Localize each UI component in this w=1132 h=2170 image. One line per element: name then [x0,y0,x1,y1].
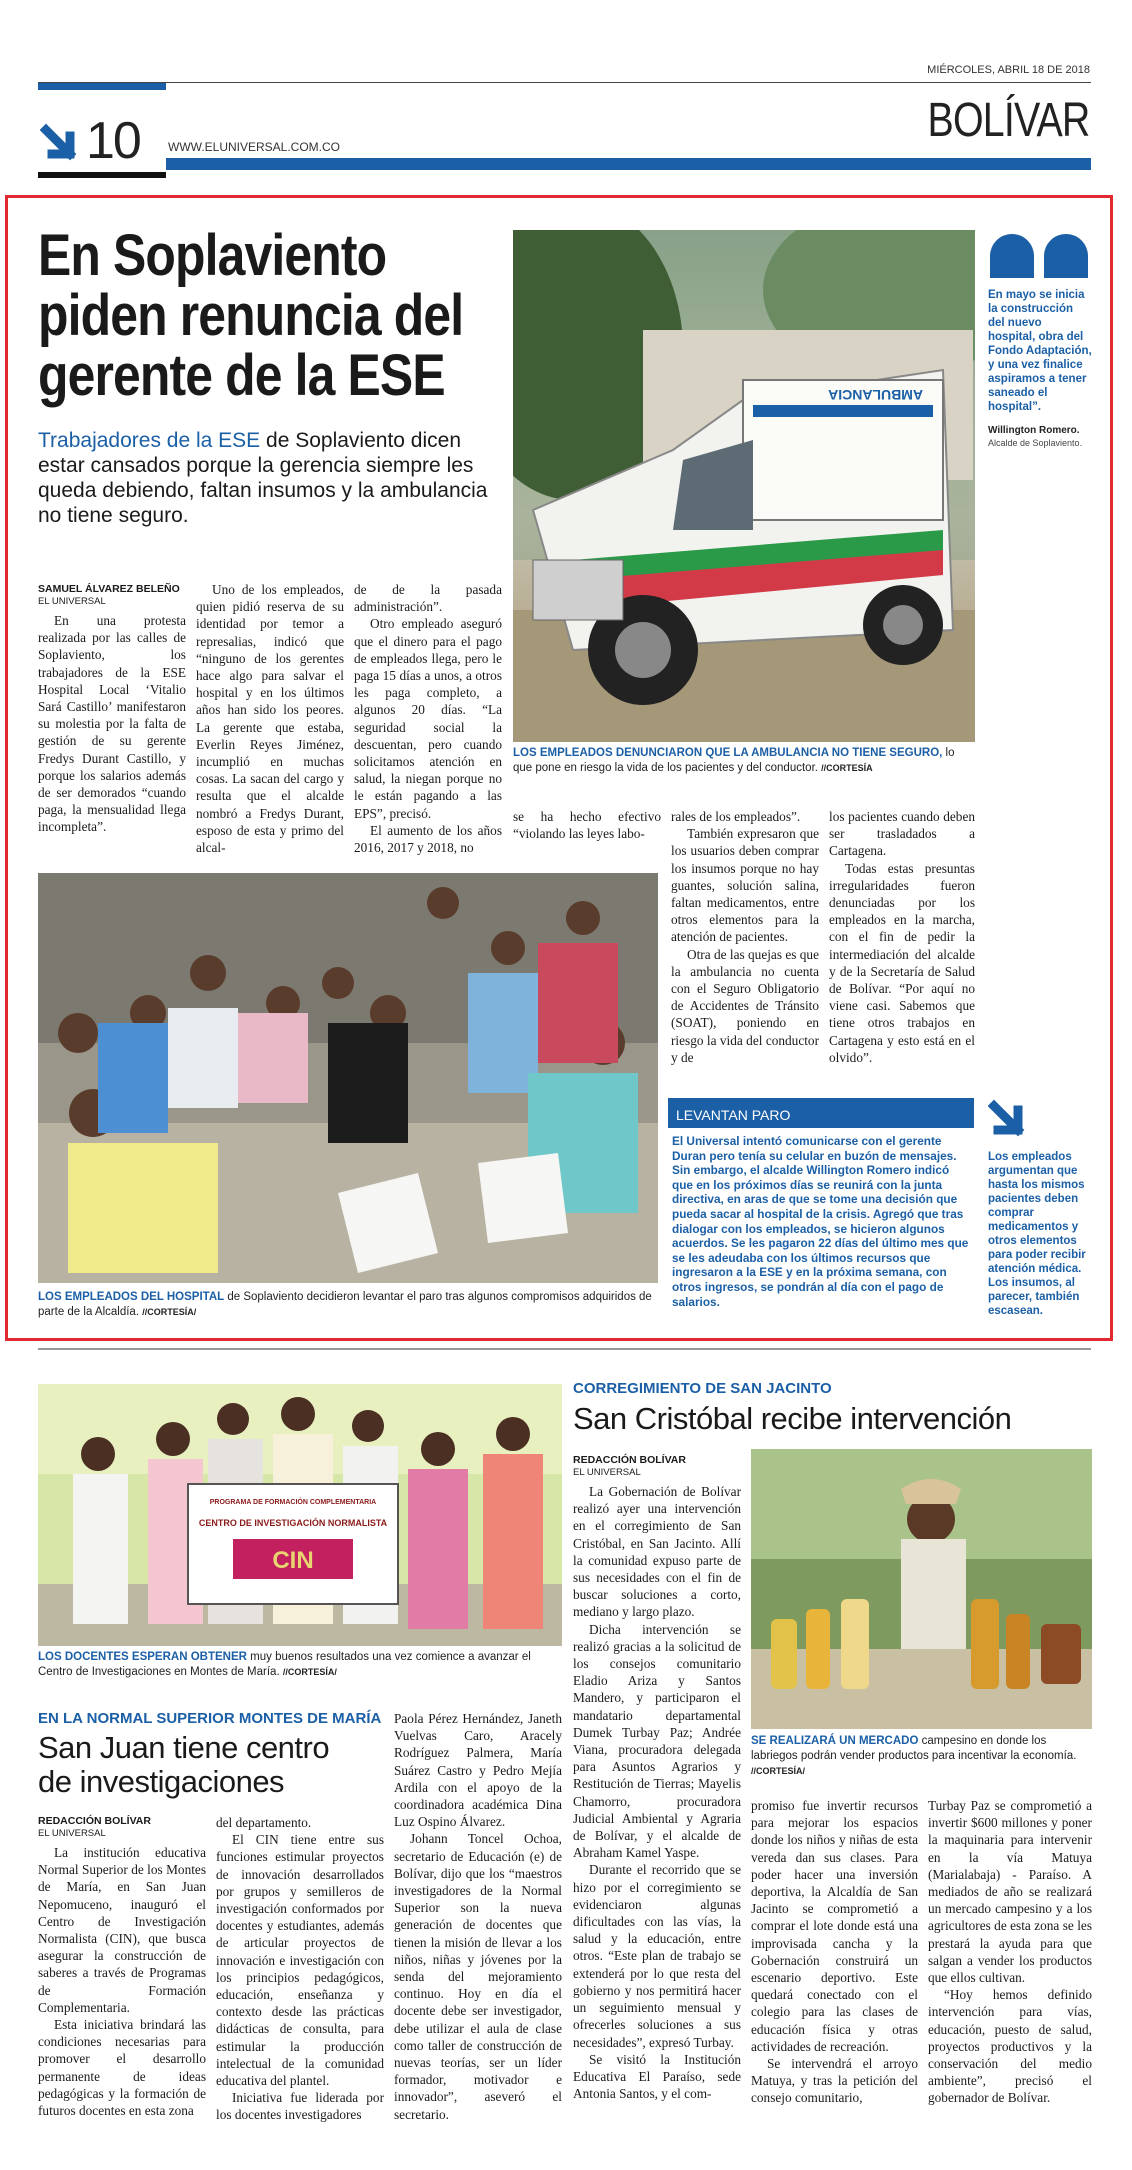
sanjuan-column-3 [394,1710,562,2123]
sancristobal-paragraph: “Hoy hemos definido intervención para vías, educación, puesto de salud, proyectos productivos y la conservación del medio ambiente”, precisó el gobernador de Bolívar. [928,1987,1092,2106]
ambulance-photo-credit: //CORTESÍA [821,763,873,773]
main-paragraph: Uno de los empleados, quien pidió reserva de su identidad por temor a represalias, indicó que “ninguno de los gerentes hace algo para salvar el hospital y en los últimos años han sido los peores. La gerente que estaba, Everlin Reyes Jiménez, incumplió en muchas cosas. La sacan del cargo y resulta que el alcalde nombró a Fredys Durant, esposo de esta y primo del alcal- [196,582,344,856]
side-note: Los empleados argumentan que hasta los mismos pacientes deben comprar medicamentos y otros elementos para poder recibir atención médica. Los insumos, al parecer, también escasean. [988,1151,1086,1317]
section-divider [38,1348,1091,1350]
market-photo-credit: //CORTESÍA/ [751,1766,806,1776]
sanjuan-column-2 [216,1814,384,2124]
sancristobal-column-1 [573,1483,741,2102]
sancristobal-paragraph: Se visitó la Institución Educativa El Paraíso, sede Antonia Santos, y el com- [573,2051,741,2102]
main-subhead [38,428,498,528]
masthead [0,0,1132,180]
arrow-down-right-icon [988,1098,1032,1142]
teachers-photo-caption [38,1650,562,1680]
sancristobal-paragraph: Dicha intervención se realizó gracias a la solicitud de los consejos comunitario Eladio Ariza y Santos Mandero, y participaron el mandatario departamental Dumek Turbay Paz; Andrée Viana, procuradora delegada para Asuntos Agrarios y Restitución de Tierras; Mayelis Chamorro, procuradora Judicial Ambiental y Agraria de Bolívar, y el alcalde de Abraham Kamel Yaspe. [573,1621,741,1861]
group-photo-caption [38,1290,658,1320]
header-blue-bar [166,158,1091,170]
levantan-paro-text: El Universal intentó comunicarse con el gerente Duran pero tenía su celular en buzón de mensajes. Sin embargo, el alcalde Willington Romero indicó que en los próximos días se reunirá con la junta directiva, en aras de que se tome una decisión que pueda sacar al hospital de la crisis. Agregó que tras dialogar con los empleados, se hicieron algunos acuerdos. Se les pagaron 22 días del último mes que se les adeudaba con los últimos recursos que ingresaron a la ESE y en la próxima semana, con otros ingresos, se pondrán al día con el pago de salarios. [672,1134,969,1309]
sancristobal-paragraph: Durante el recorrido que se hizo por el corregimiento se evidenciaron algunas dificultades con las vías, la salud y la educación, entre otros. “Este plan de trabajo se extenderá por lo que resta del gobierno y nos permitirá hacer un seguimiento mensual y ofrecerles soluciones a sus necesidades”, expresó Turbay. [573,1862,741,2050]
main-column-4 [513,808,661,842]
sancristobal-paragraph: Turbay Paz se comprometió a invertir $600 millones y poner la maquinaria para intervenir en la vía Matuya (Marialabaja) - Paraíso. A mediados de año se realizará un mercado campesino y a los agricultores de esta zona se les prestará la ayuda para que salgan a vender los productos que ellos cultivan. [928,1798,1092,1986]
main-paragraph: Otra de las quejas es que la ambulancia no cuenta con el Seguro Obligatorio de Accidentes de Tránsito (SOAT), poniendo en riesgo la vida del conductor y de [671,946,819,1065]
ambulance-photo-caption [513,746,975,776]
website-link[interactable]: WWW.ELUNIVERSAL.COM.CO [168,140,341,154]
subhead-text: de Soplaviento dicen estar cansados porque la gerencia siempre les queda debiendo, faltan insumos y la ambulancia no tiene seguro. [38,429,488,527]
main-paragraph: se ha hecho efectivo “violando las leyes labo- [513,809,661,842]
sanjuan-byline-org: EL UNIVERSAL [38,1828,106,1839]
sanjuan-paragraph: El CIN tiene entre sus funciones estimular proyectos de innovación desarrollados por grupos y semilleros de investigación conformados por docentes y estudiantes, además de articular proyectos de innovación e investigación con los principios pedagógicos, educación, enseñanza y contexto desde las prácticas didácticas de consulta, para estimular la producción intelectual de la comunidad educativa del plantel. [216,1832,384,2089]
market-caption-lead: SE REALIZARÁ UN MERCADO [751,1735,919,1747]
sanjuan-column-1 [38,1844,206,2119]
sanjuan-paragraph: Paola Pérez Hernández, Janeth Vuelvas Caro, Aracely Rodríguez Palmera, María Suárez Castro y Pedro Mejía Ardila con el apoyo de la coordinadora académica Dina Luz Ospino Álvarez. [394,1711,562,1830]
pull-quote: En mayo se inicia la construcción del nuevo hospital, obra del Fondo Adaptación, y una vez finalice aspiramos a tener saneado el hospital”. [988,289,1092,413]
ambulance-photo [513,230,975,742]
sanjuan-paragraph: del departamento. [216,1815,312,1830]
quote-marks-icon [988,232,1092,280]
banner-cin: CIN [272,1547,314,1574]
ambulance-label: AMBULANCIA [828,387,923,403]
issue-date: MIÉRCOLES, ABRIL 18 DE 2018 [927,64,1090,76]
arrow-down-right-icon [40,122,84,166]
market-photo-caption [751,1734,1092,1779]
sancristobal-paragraph: promiso fue invertir recursos para mejorar los espacios donde los niños y niñas de esta vereda dan sus clases. Para poder hacer una inversión deportiva, la Alcaldía de San Jacinto se comprometió a comprar el lote donde está una improvisada cancha y la Gobernación construirá un escenario deportivo. Este quedará conectado con el colegio para las clases de educación física y otras actividades de recreación. [751,1798,918,2054]
ambulance-caption-lead: LOS EMPLEADOS DENUNCIARON QUE LA AMBULANCIA NO TIENE SEGURO, [513,747,943,759]
sancristobal-byline-org: EL UNIVERSAL [573,1467,641,1478]
quote-author-role: Alcalde de Soplaviento. [988,438,1083,448]
subhead-highlight: Trabajadores de la ESE [38,429,261,452]
main-column-6 [829,808,975,1066]
sanjuan-byline-block [38,1815,206,1846]
sancristobal-kicker: CORREGIMIENTO DE SAN JACINTO [573,1380,832,1397]
group-caption-lead: LOS EMPLEADOS DEL HOSPITAL [38,1291,225,1303]
teachers-caption-text: muy buenos resultados una vez comience a avanzar el Centro de Investigaciones en Montes de María. [38,1651,531,1678]
top-accent-bar [38,82,166,90]
main-column-3 [354,581,502,856]
sanjuan-byline: REDACCIÓN BOLÍVAR [38,1815,151,1827]
sanjuan-paragraph: Johann Toncel Ochoa, secretario de Educación (e) de Bolívar, dijo que los “maestros investigadores de la Normal Superior son la nueva generación de docentes que tienen la misión de llevar a los niños, niñas y jóvenes por la senda del mejoramiento continuo. Hoy en día el docente debe ser investigador, debe utilizar el aula de clase como taller de construcción de nuevas teorías, ser un líder formador, motivador e innovador”, aseveró el secretario. [394,1831,562,2122]
main-paragraph: El aumento de los años 2016, 2017 y 2018, no [354,822,502,856]
main-paragraph: rales de los empleados”. [671,809,801,824]
sancristobal-headline: San Cristóbal recibe intervención [573,1401,1012,1436]
main-paragraph: Otro empleado aseguró que el dinero para el pago de empleados llega, pero le paga 15 días a unos, a otros les paga completo, a algunos 20 días. “La seguridad social la descuentan, pero cuando solicitamos atención en salud, la niegan porque no le están pagando a las EPS”, precisó. [354,616,502,821]
main-byline-org: EL UNIVERSAL [38,596,106,607]
page-number-underline [38,172,166,178]
levantan-paro-box [668,1098,974,1328]
main-paragraph: También expresaron que los usuarios deben comprar los insumos porque no hay guantes, solución salina, faltan medicamentos, entre otros elementos para la atención de pacientes. [671,826,819,945]
levantan-paro-title: LEVANTAN PARO [668,1098,974,1128]
market-photo [751,1449,1092,1729]
teachers-photo [38,1384,562,1646]
workers-group-photo [38,873,658,1283]
quote-author: Willington Romero. [988,425,1080,436]
market-caption-text: campesino en donde los labriegos podrán vender productos para incentivar la economía. [751,1735,1077,1762]
sancristobal-byline-block [573,1454,741,1485]
sancristobal-paragraph: La Gobernación de Bolívar realizó ayer una intervención en el corregimiento de San Cristóbal, en San Jacinto. Allí la comunidad expuso parte de sus necesidades con el fin de buscar soluciones a corto, mediano y largo plazo. [573,1484,741,1620]
banner-program: PROGRAMA DE FORMACIÓN COMPLEMENTARIA [209,1499,377,1506]
main-byline: SAMUEL ÁLVAREZ BELEÑO [38,583,180,595]
main-paragraph: En una protesta realizada por las calles de Soplaviento, los trabajadores de la ESE Hospital Local ‘Vitalio Sará Castillo’ manifestaron su molestia por la falta de gestión de su gerente Fredys Durant Castillo, y porque los salarios además de ser demorados “cuando paga, la mensualidad llega incompleta”. [38,613,186,835]
main-column-5 [671,808,819,1066]
sancristobal-column-3 [928,1797,1092,2107]
sanjuan-paragraph: La institución educativa Normal Superior de los Montes de María, en San Juan Nepomuceno, inauguró el Centro de Investigación Normalista (CIN), que busca asegurar la construcción de saberes a través de Programas de Formación Complementaria. [38,1845,206,2015]
group-caption-text: de Soplaviento decidieron levantar el paro tras algunos compromisos adquiridos de parte de la Alcaldía. [38,1291,652,1318]
main-column-1 [38,612,186,836]
main-headline: En Soplaviento piden renuncia del gerente de la ESE [38,223,464,408]
teachers-photo-credit: //CORTESÍA/ [282,1667,337,1677]
main-paragraph: Todas estas presuntas irregularidades fueron denunciadas por los empleados en la marcha, con el fin de pedir la intermediación del alcalde y de la Secretaría de Salud de Bolívar. “Por aquí no viene casi. Sabemos que tiene otros trabajos en Cartagena y esto está en el olvido”. [829,860,975,1065]
top-rule [38,82,1091,83]
sancristobal-paragraph: Se intervendrá el arroyo Matuya, y tras la petición del consejo comunitario, [751,2056,918,2106]
teachers-caption-lead: LOS DOCENTES ESPERAN OBTENER [38,1651,247,1663]
sanjuan-paragraph: Esta iniciativa brindará las condiciones necesarias para promover el desarrollo permanente de ideas pedagógicas y la formación de futuros docentes en esta zona [38,2017,206,2119]
sanjuan-kicker: EN LA NORMAL SUPERIOR MONTES DE MARÍA [38,1710,382,1727]
main-column-2 [196,581,344,856]
banner-center: CENTRO DE INVESTIGACIÓN NORMALISTA [198,1518,388,1528]
ambulance-caption-text: lo que pone en riesgo la vida de los pacientes y del conductor. [513,747,955,774]
group-photo-credit: //CORTESÍA/ [142,1307,197,1317]
sancristobal-column-2 [751,1797,918,2107]
main-paragraph: los pacientes cuando deben ser trasladados a Cartagena. [829,809,975,859]
page-number: 10 [86,112,140,170]
sanjuan-headline: San Juan tiene centro de investigaciones [38,1730,330,1799]
section-title: BOLÍVAR [928,94,1090,147]
main-byline-block [38,583,186,614]
sancristobal-byline: REDACCIÓN BOLÍVAR [573,1454,686,1466]
sanjuan-paragraph: Iniciativa fue liderada por los docentes investigadores [216,2090,384,2123]
main-paragraph: de de la pasada administración”. [354,582,502,615]
